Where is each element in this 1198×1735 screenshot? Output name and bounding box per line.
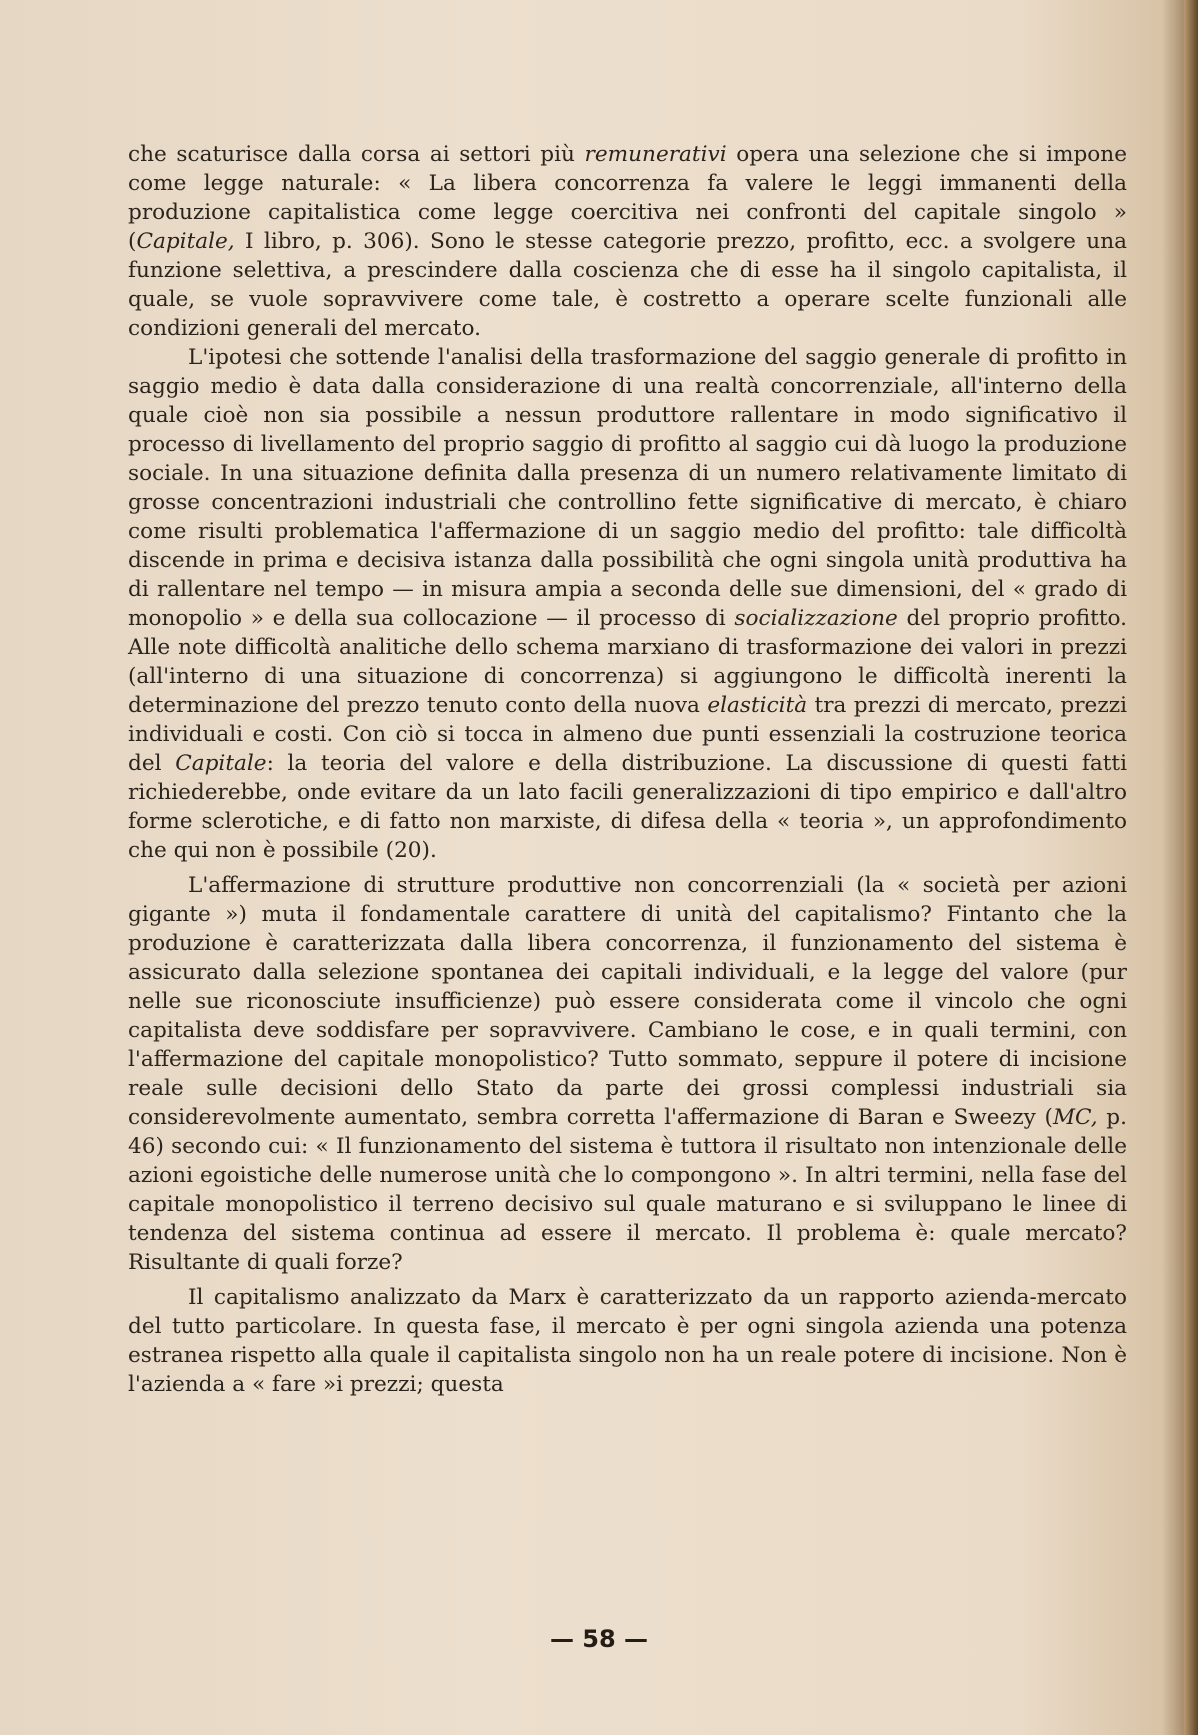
italic-text: Capitale bbox=[175, 751, 267, 776]
text-run: I libro, p. 306). Sono le stesse categorie prezzo, profitto, ecc. a svolgere una funzione selettiva, a prescindere dalla coscienza che di esse ha il singolo capitalista, il quale, se vuole sopravvivere come tale, è costretto a operare scelte funzionali alle condizioni generali del mercato. bbox=[128, 229, 1127, 341]
italic-text: MC, bbox=[1052, 1105, 1098, 1130]
text-run: Il capitalismo analizzato da Marx è caratterizzato da un rapporto azienda-mercato del tutto particolare. In questa fase, il mercato è per ogni singola azienda una potenza estranea rispetto alla quale il capitalista singolo non ha un reale potere di incisione. Non è l'azienda a « fare »i prezzi; questa bbox=[128, 1285, 1127, 1397]
text-run: del proprio profitto. Alle note difficoltà analitiche dello schema marxiano di trasformazione dei valori in prezzi (all'interno di una situazione di concorrenza) si aggiungono le difficoltà inerenti la determinazione del prezzo tenuto conto della nuova bbox=[128, 606, 1127, 718]
text-run: che scaturisce dalla corsa ai settori più bbox=[128, 142, 585, 167]
text-run: p. 46) secondo cui: « Il funzionamento del sistema è tuttora il risultato non intenzionale delle azioni egoistiche delle numerose unità che lo compongono ». In altri termini, nella fase del capitale monopolistico il terreno decisivo sul quale maturano e si sviluppano le linee di tendenza del sistema continua ad essere il mercato. Il problema è: quale mercato? Risultante di quali forze? bbox=[128, 1105, 1127, 1275]
italic-text: Capitale, bbox=[136, 229, 235, 254]
book-spine-shadow bbox=[1184, 0, 1198, 1735]
paragraph-4 bbox=[128, 1283, 1127, 1399]
paragraph-2 bbox=[128, 343, 1127, 865]
text-run: opera una selezione che si impone come legge naturale: « La libera concorrenza fa valere le leggi immanenti della produzione capitalistica come legge coercitiva nei confronti del capitale singolo » ( bbox=[128, 142, 1127, 254]
paragraph-1 bbox=[128, 140, 1127, 343]
page-number: — 58 — bbox=[549, 1625, 649, 1653]
body-text bbox=[128, 140, 1127, 1399]
italic-text: remunerativi bbox=[584, 142, 727, 167]
text-run: tra prezzi di mercato, prezzi individuali e costi. Con ciò si tocca in almeno due punti essenziali la costruzione teorica del bbox=[128, 693, 1127, 776]
text-run: L'affermazione di strutture produttive non concorrenziali (la « società per azioni gigante ») muta il fondamentale carattere di unità del capitalismo? Fintanto che la produzione è caratterizzata dalla libera concorrenza, il funzionamento del sistema è assicurato dalla selezione spontanea dei capitali individuali, e la legge del valore (pur nelle sue riconosciute insufficienze) può essere considerata come il vincolo che ogni capitalista deve soddisfare per sopravvivere. Cambiano le cose, e in quali termini, con l'affermazione del capitale monopolistico? Tutto sommato, seppure il potere di incisione reale sulle decisioni dello Stato da parte dei grossi complessi industriali sia considerevolmente aumentato, sembra corretta l'affermazione di Baran e Sweezy ( bbox=[128, 873, 1127, 1130]
text-run: L'ipotesi che sottende l'analisi della trasformazione del saggio generale di profitto in saggio medio è data dalla considerazione di una realtà concorrenziale, all'interno della quale cioè non sia possibile a nessun produttore rallentare in modo significativo il processo di livellamento del proprio saggio di profitto al saggio cui dà luogo la produzione sociale. In una situazione definita dalla presenza di un numero relativamente limitato di grosse concentrazioni industriali che controllino fette significative di mercato, è chiaro come risulti problematica l'affermazione di un saggio medio del profitto: tale difficoltà discende in prima e decisiva istanza dalla possibilità che ogni singola unità produttiva ha di rallentare nel tempo — in misura ampia a seconda delle sue dimensioni, del « grado di monopolio » e della sua collocazione — il processo di bbox=[128, 345, 1127, 631]
paragraph-3 bbox=[128, 871, 1127, 1277]
italic-text: socializzazione bbox=[734, 606, 898, 631]
text-run: : la teoria del valore e della distribuzione. La discussione di questi fatti richiederebbe, onde evitare da un lato facili generalizzazioni di tipo empirico e dall'altro forme sclerotiche, e di fatto non marxiste, di difesa della « teoria », un approfondimento che qui non è possibile (20). bbox=[128, 751, 1127, 863]
italic-text: elasticità bbox=[707, 693, 808, 718]
